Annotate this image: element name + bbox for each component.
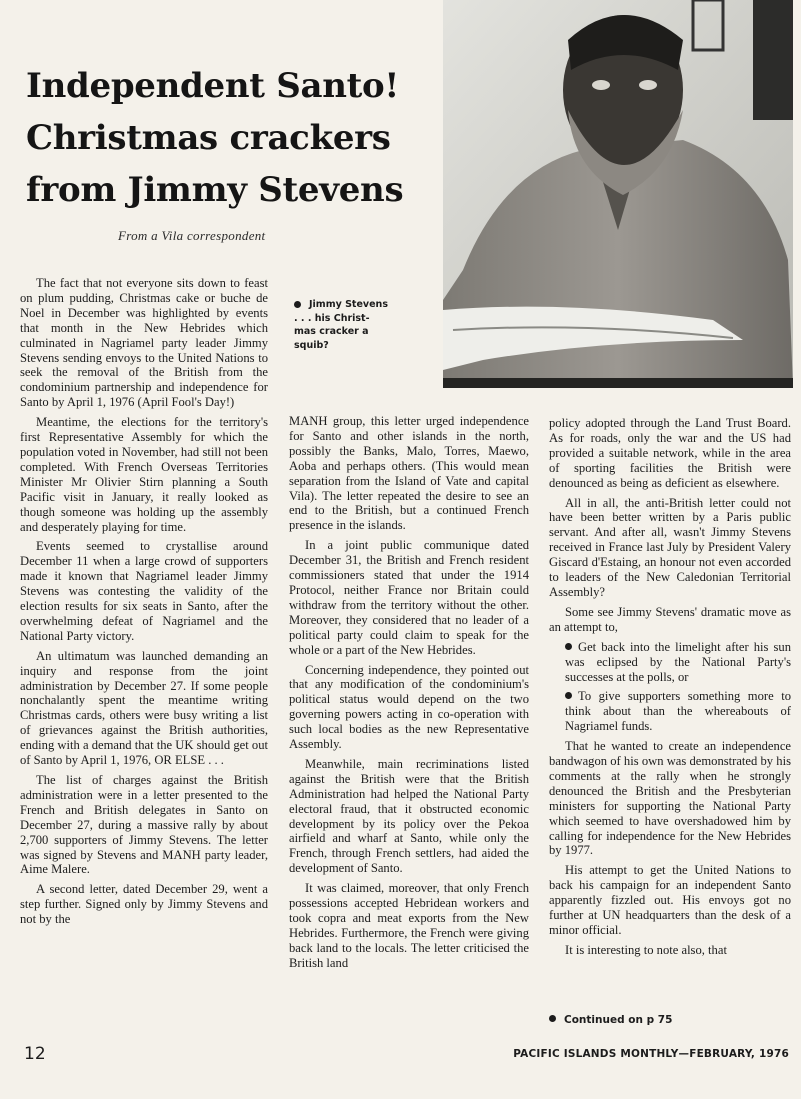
paragraph: policy adopted through the Land Trust Board. As for roads, only the war and the US had provided a suitable network, while in the area of sporting facilities the British were denounced as being as deficient as elsewhere. (549, 416, 791, 490)
publication-footer: PACIFIC ISLANDS MONTHLY—FEBRUARY, 1976 (513, 1048, 789, 1060)
paragraph: A second letter, dated December 29, went a step further. Signed only by Jimmy Stevens and not by the (20, 882, 268, 927)
article-column-3 (549, 416, 791, 963)
caption-line: . . . his Christ- (294, 312, 370, 324)
caption-line: mas cracker a (294, 326, 369, 337)
continued-bullet-icon (549, 1015, 556, 1022)
article-column-1 (20, 276, 268, 932)
paragraph: Some see Jimmy Stevens' dramatic move as an attempt to, (549, 604, 791, 634)
paragraph: MANH group, this letter urged independence for Santo and other islands in the north, possibly the Banks, Malo, Torres, Maewo, Aoba and perhaps others. (This would mean separation from the Island of Vate and capital Vila). The letter repeated the desire to see an end to the British, but a continued French presence in the islands. (289, 414, 529, 533)
caption-bullet-icon (294, 301, 301, 308)
photo-caption (294, 298, 414, 352)
paragraph: His attempt to get the United Nations to back his campaign for an independent Santo apparently fizzled out. His envoys got no further at UN headquarters than the desk of a minor official. (549, 863, 791, 937)
paragraph: Concerning independence, they pointed out that any modification of the condominium's political status would depend on the two governing powers acting in co-operation with such local bodies as the new Representative Assembly. (289, 662, 529, 752)
paragraph: It was claimed, moreover, that only French possessions accepted Hebridean workers and took copra and meat exports from the New Hebrides. Furthermore, the French were giving back land to the locals. The letter criticised the British land (289, 881, 529, 970)
portrait-photo (443, 0, 793, 388)
paragraph: It is interesting to note also, that (565, 942, 727, 957)
article-column-2 (289, 414, 529, 976)
page-number: 12 (24, 1044, 46, 1064)
paragraph: An ultimatum was launched demanding an inquiry and response from the joint administration by December 27. If some people nonchalantly spent the meantime writing Christmas cards, others were busy writing a list of grievances against the British authorities, ending with a demand that the UK should get out of Santo by April 1, 1976, OR ELSE . . . (20, 648, 268, 768)
article-byline: From a Vila correspondent (118, 228, 266, 243)
paragraph: The list of charges against the British administration were in a letter presented to the French and British delegates in Santo on December 27, during a massive rally by about 2,700 supporters of Jimmy Stevens. The letter was signed by Stevens and MANH party leader, Aime Malere. (20, 773, 268, 877)
paragraph: All in all, the anti-British letter could not have been better written by a Paris public servant. And after all, wasn't Jimmy Stevens received in France last July by President Valery Giscard d'Estaing, an honour not even accorded to leaders of the New Caledonian Territorial Assembly? (549, 495, 791, 599)
portrait-image (443, 0, 793, 388)
caption-line: Jimmy Stevens (294, 298, 414, 312)
paragraph: The fact that not everyone sits down to feast on plum pudding, Christmas cake or buche de Noel in December was highlighted by events that month in the New Hebrides which culminated in Nagriamel party leader Jimmy Stevens sending envoys to the United Nations to seek the removal of the British from the condominium partnership and independence for Santo by April 1, 1976 (April Fool's Day!) (20, 276, 268, 410)
continued-note: Continued on p 75 (549, 1014, 672, 1026)
caption-line: squib? (294, 339, 329, 351)
bullet-icon (565, 692, 572, 699)
bullet-icon (565, 643, 572, 650)
paragraph: In a joint public communique dated December 31, the British and French resident commissioners stated that under the 1914 Protocol, neither France nor Britain could withdraw from the territory without the other. Moreover, they considered that no leader of a political party could claim to speak for the whole or a part of the New Hebrides. (289, 538, 529, 657)
bullet-item: To give supporters something more to think about than the whereabouts of Nagriamel funds. (565, 689, 791, 734)
bullet-item: Get back into the limelight after his sun was eclipsed by the National Party's successes at the polls, or (565, 639, 791, 684)
article-headline: Independent Santo! Christmas crackers from Jimmy Stevens (26, 66, 404, 210)
paragraph: Meanwhile, main recriminations listed against the British were that the British Administration had helped the National Party electoral fraud, that it obstructed economic development by its policy over the Pekoa airfield and wharf at Santo, while only the French, through French settlers, had aided the development of Santo. (289, 756, 529, 876)
paragraph: Events seemed to crystallise around December 11 when a large crowd of supporters made it known that Nagriamel leader Jimmy Stevens was contesting the validity of the election results for six seats in Santo, after the overwhelming defeat of Nagriamel and the National Party victory. (20, 539, 268, 643)
paragraph: That he wanted to create an independence bandwagon of his own was demonstrated by his comments at the rally when he strongly denounced the British and the Presbyterian ministers for supporting the National Party which seemed to have overshadowed him by calling for independence for the New Hebrides by 1977. (549, 739, 791, 858)
paragraph: Meantime, the elections for the territory's first Representative Assembly for which the population voted in November, had still not been completed. With French Overseas Territories Minister Mr Olivier Stirn planning a South Pacific visit in January, it really looked as though someone was holding up the assembly and desperately playing for time. (20, 415, 268, 534)
